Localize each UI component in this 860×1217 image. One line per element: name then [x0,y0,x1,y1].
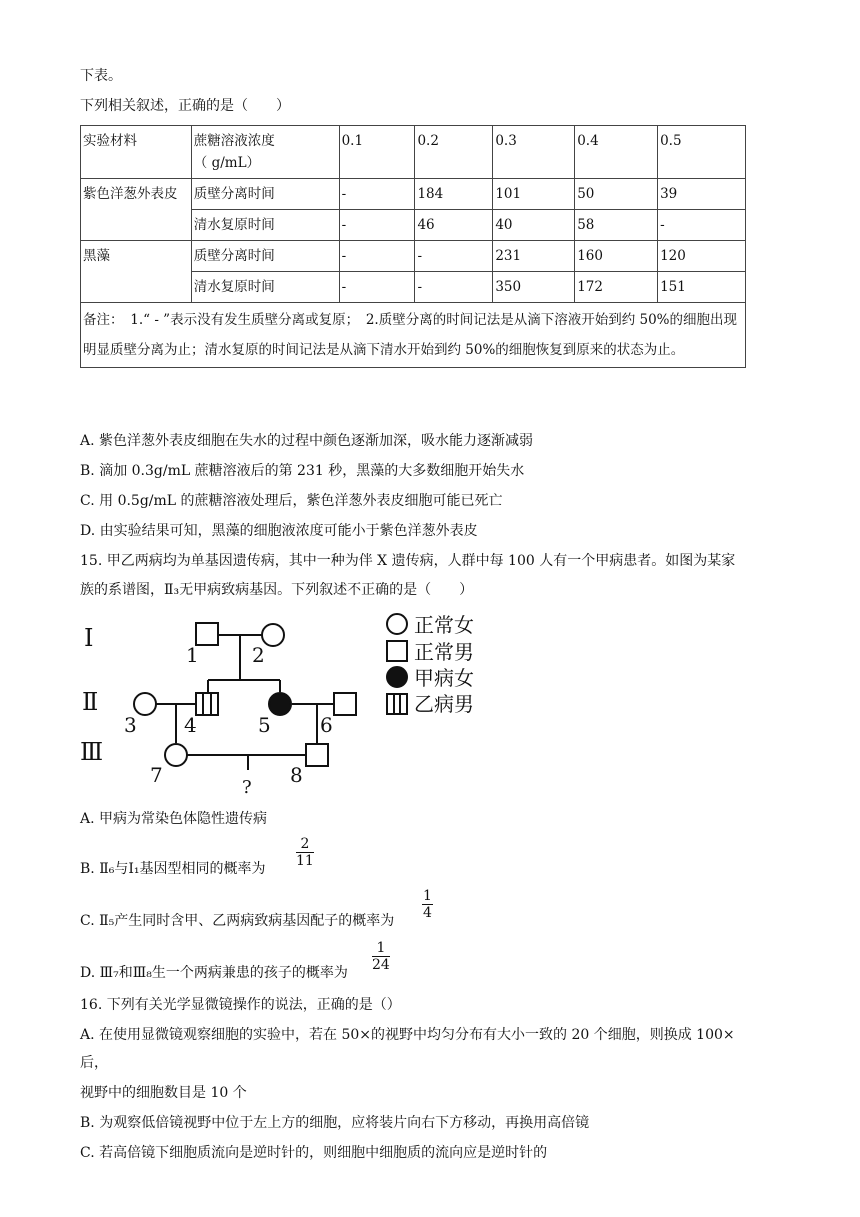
generation-label-1: Ⅰ [84,624,94,652]
cell: - [339,272,415,303]
header-concentration: 蔗糖溶液浓度 （ g/mL） [191,126,339,179]
individual-I2-normal-female [262,624,284,646]
table-header-row [81,126,746,179]
header-conc-1: 0.1 [339,126,415,179]
cell: - [415,241,493,272]
q16-option-a-line-3: 视野中的细胞数目是 10 个 [80,1085,247,1101]
q14-option-a: A. 紫色洋葱外表皮细胞在失水的过程中颜色逐渐加深，吸水能力逐渐减弱 [80,433,534,449]
q15-option-c: C. Ⅱ₅产生同时含甲、乙两病致病基因配子的概率为 [80,913,395,929]
cell: - [658,210,746,241]
table-row [81,241,746,272]
label-3: 3 [124,713,137,737]
cell: 39 [658,179,746,210]
individual-II4-disease-b-male [196,693,218,715]
q15-option-b-fraction: $\frac{2}{11}$ [296,836,314,869]
cell: - [339,241,415,272]
q15-stem-line-1: 15. 甲乙两病均为单基因遗传病，其中一种为伴 X 遗传病，人群中每 100 人有一个甲病患者。如图为某家 [80,553,736,569]
q15-option-c-fraction: $\frac{1}{4}$ [423,888,432,921]
label-8: 8 [290,763,303,787]
legend-normal-female-icon [387,614,407,634]
row-label: 清水复原时间 [191,210,339,241]
cell: 50 [575,179,658,210]
cell: - [339,210,415,241]
cell: 40 [493,210,575,241]
cell: 120 [658,241,746,272]
q16-option-c: C. 若高倍镜下细胞质流向是逆时针的，则细胞中细胞质的流向应是逆时针的 [80,1145,548,1161]
legend-normal-female: 正常女 [414,613,474,637]
individual-II3-normal-female [134,693,156,715]
table-note: 备注： 1.“ - ”表示没有发生质壁分离或复原； 2.质壁分离的时间记法是从滴下溶液开始到约 50%的细胞出现明显质壁分离为止；清水复原的时间记法是从滴下清水开始到约 50%的细胞恢复到原来的状态为止。 [81,303,746,368]
cell: 350 [493,272,575,303]
q16-option-b: B. 为观察低倍镜视野中位于左上方的细胞，应将装片向右下方移动，再换用高倍镜 [80,1115,590,1131]
label-2: 2 [252,643,265,667]
label-6: 6 [320,713,333,737]
table-row [81,179,746,210]
label-7: 7 [150,763,163,787]
legend-normal-male: 正常男 [414,640,474,664]
label-5: 5 [258,713,271,737]
q15-option-d: D. Ⅲ₇和Ⅲ₈生一个两病兼患的孩子的概率为 [80,965,348,981]
legend-disease-a-female-icon [387,667,407,687]
q15-option-b: B. Ⅱ₆与Ⅰ₁基因型相同的概率为 [80,861,266,877]
cell: 46 [415,210,493,241]
generation-label-3: Ⅲ [80,738,104,766]
q16-stem: 16. 下列有关光学显微镜操作的说法，正确的是（） [80,997,401,1013]
table-note-row [81,303,746,368]
question-14-stem: 下列相关叙述，正确的是（ ） [80,98,290,114]
cell: 160 [575,241,658,272]
experiment-table [80,125,746,368]
individual-III7-normal-female [165,744,187,766]
individual-II6-normal-male [334,693,356,715]
individual-II5-disease-a-female [269,693,291,715]
q15-option-a: A. 甲病为常染色体隐性遗传病 [80,811,268,827]
q16-option-a-line-2: 后， [80,1055,108,1071]
row-label: 质壁分离时间 [191,179,339,210]
cell: 58 [575,210,658,241]
individual-III8-normal-male [306,744,328,766]
cell: 172 [575,272,658,303]
cell: - [339,179,415,210]
q14-option-c: C. 用 0.5g/mL 的蔗糖溶液处理后，紫色洋葱外表皮细胞可能已死亡 [80,493,503,509]
cell: 184 [415,179,493,210]
q16-option-a-line-1: A. 在使用显微镜观察细胞的实验中，若在 50×的视野中均匀分布有大小一致的 20 个细胞，则换成 100× [80,1027,735,1043]
generation-label-2: Ⅱ [82,688,99,716]
q15-option-d-fraction: $\frac{1}{24}$ [372,940,390,973]
q15-stem-line-2: 族的系谱图，Ⅱ₃无甲病致病基因。下列叙述不正确的是（ ） [80,582,474,598]
label-unknown-child: ? [242,777,252,798]
q14-option-b: B. 滴加 0.3g/mL 蔗糖溶液后的第 231 秒，黑藻的大多数细胞开始失水 [80,463,525,479]
legend-normal-male-icon [387,641,407,661]
material-hydrilla: 黑藻 [81,241,192,303]
label-1: 1 [186,643,199,667]
individual-I1-normal-male [196,623,218,645]
legend-disease-b-male-icon [387,694,407,714]
cell: - [415,272,493,303]
label-4: 4 [184,713,197,737]
header-conc-4: 0.4 [575,126,658,179]
row-label: 清水复原时间 [191,272,339,303]
header-conc-3: 0.3 [493,126,575,179]
header-conc-5: 0.5 [658,126,746,179]
row-label: 质壁分离时间 [191,241,339,272]
q14-option-d: D. 由实验结果可知，黑藻的细胞液浓度可能小于紫色洋葱外表皮 [80,523,478,539]
material-onion: 紫色洋葱外表皮 [81,179,192,241]
legend-disease-b-male: 乙病男 [414,692,474,716]
cell: 231 [493,241,575,272]
legend-disease-a-female: 甲病女 [414,666,474,690]
cell: 101 [493,179,575,210]
pedigree-chart [80,610,510,805]
header-material: 实验材料 [81,126,192,179]
header-conc-2: 0.2 [415,126,493,179]
intro-line-1: 下表。 [80,68,122,84]
cell: 151 [658,272,746,303]
